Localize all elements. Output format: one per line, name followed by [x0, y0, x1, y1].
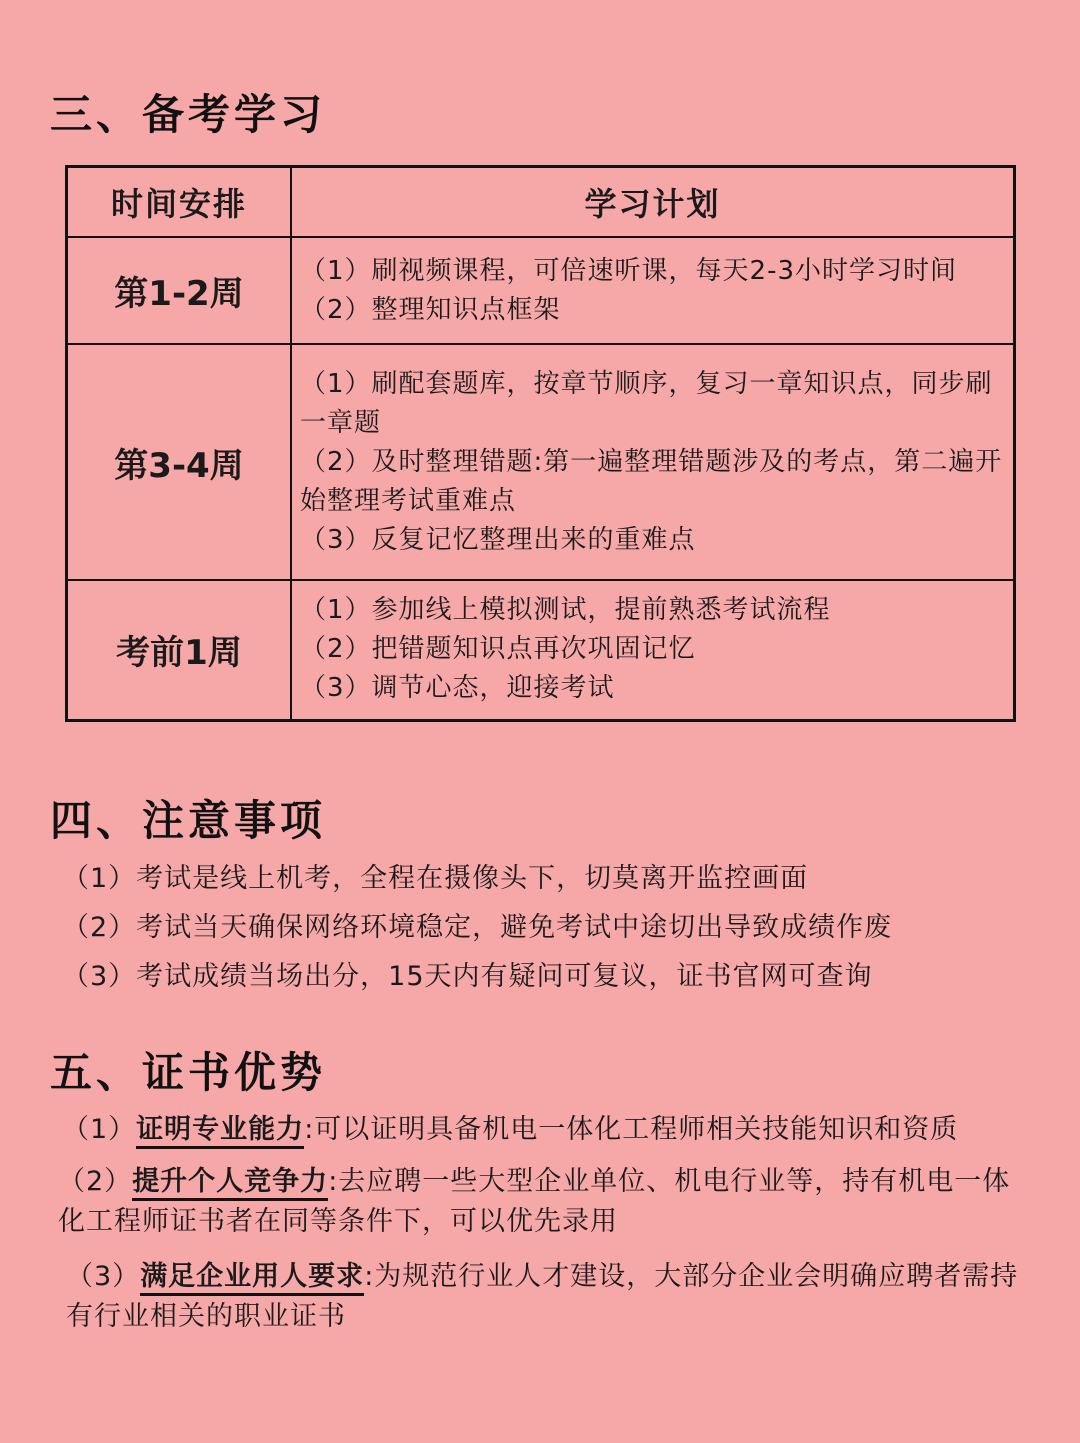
advantage-item [66, 1257, 1036, 1337]
row-plan [291, 580, 1015, 720]
plan-line: （2）及时整理错题:第一遍整理错题涉及的考点，第二遍开始整理考试重难点 [300, 446, 1003, 516]
note-item: （2）考试当天确保网络环境稳定，避免考试中途切出导致成绩作废 [62, 912, 893, 943]
table-row [67, 237, 1015, 344]
advantage-keyword: 满足企业用人要求 [140, 1261, 364, 1296]
advantage-item [58, 1162, 1028, 1242]
plan-line: （1）刷视频课程，可倍速听课，每天2-3小时学习时间 [300, 255, 958, 286]
advantage-text: :为规范行业人才建设，大部分企业会明确应聘者需持有行业相关的职业证书 [66, 1261, 1019, 1332]
advantage-text: :去应聘一些大型企业单位、机电行业等，持有机电一体化工程师证书者在同等条件下，可以优先录用 [58, 1166, 1011, 1237]
plan-line: （2）整理知识点框架 [300, 294, 561, 325]
section-title-notes: 四、注意事项 [50, 796, 327, 845]
section-title-study: 三、备考学习 [50, 90, 327, 139]
section-title-advantages: 五、证书优势 [50, 1048, 327, 1097]
plan-line: （1）刷配套题库，按章节顺序，复习一章知识点，同步刷一章题 [300, 368, 993, 438]
note-item: （1）考试是线上机考，全程在摄像头下，切莫离开监控画面 [62, 863, 809, 894]
row-plan [291, 237, 1015, 344]
plan-line: （3）调节心态，迎接考试 [300, 673, 615, 704]
plan-line: （2）把错题知识点再次巩固记忆 [300, 634, 696, 665]
table-row [67, 580, 1015, 720]
header-time: 时间安排 [67, 167, 292, 238]
row-time: 第1-2周 [67, 237, 292, 344]
advantage-item [62, 1110, 1032, 1150]
table-row [67, 344, 1015, 580]
advantage-keyword: 提升个人竞争力 [132, 1166, 328, 1201]
notes-list [62, 858, 1042, 1005]
plan-line: （3）反复记忆整理出来的重难点 [300, 524, 696, 555]
study-plan-table [65, 165, 1016, 722]
advantage-keyword: 证明专业能力 [136, 1114, 304, 1149]
row-time: 第3-4周 [67, 344, 292, 580]
advantage-prefix: （1） [62, 1114, 137, 1145]
advantage-text: :可以证明具备机电一体化工程师相关技能知识和资质 [304, 1114, 959, 1145]
advantage-prefix: （3） [66, 1261, 141, 1292]
advantage-prefix: （2） [58, 1166, 133, 1197]
row-time: 考前1周 [67, 580, 292, 720]
table-header-row [67, 167, 1015, 238]
note-item: （3）考试成绩当场出分，15天内有疑问可复议，证书官网可查询 [62, 961, 873, 992]
row-plan [291, 344, 1015, 580]
plan-line: （1）参加线上模拟测试，提前熟悉考试流程 [300, 595, 831, 626]
header-plan: 学习计划 [291, 167, 1015, 238]
